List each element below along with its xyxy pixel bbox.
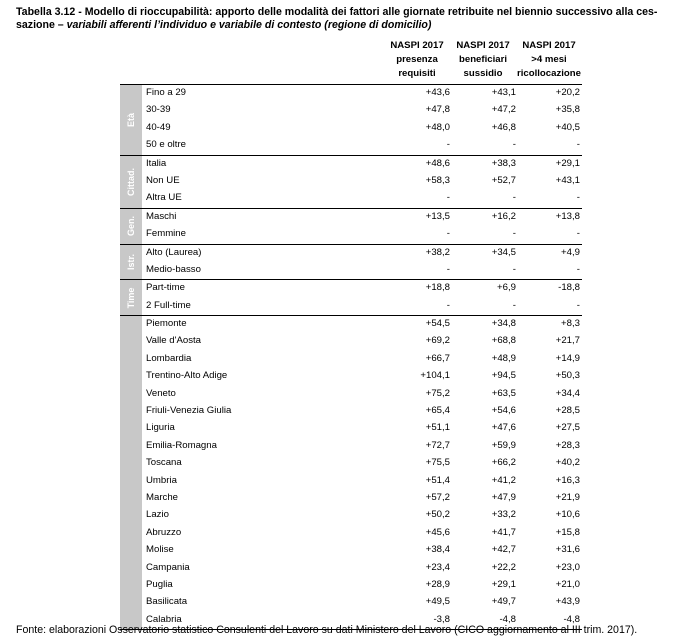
table-header [120, 39, 582, 85]
table-row [120, 316, 582, 333]
cell-value: +54,5 [425, 318, 450, 330]
cell-value: - [446, 139, 450, 151]
row-label: Puglia [146, 578, 173, 590]
cell-value: +16,3 [555, 474, 580, 486]
cell-value: +46,8 [491, 121, 516, 133]
cell-value: +43,9 [555, 596, 580, 608]
table-row [120, 120, 582, 137]
cell-value: +40,5 [555, 121, 580, 133]
row-label: Femmine [146, 228, 186, 240]
cell-value: +28,5 [555, 405, 580, 417]
cell-value: +66,7 [425, 352, 450, 364]
row-label: Veneto [146, 387, 176, 399]
row-label: Maschi [146, 210, 177, 222]
cell-value: +69,2 [425, 335, 450, 347]
cell-value: +16,2 [491, 210, 516, 222]
cell-value: +43,1 [555, 174, 580, 186]
cell-value: +58,3 [425, 174, 450, 186]
row-label: 30-39 [146, 104, 171, 116]
cell-value: +38,2 [425, 246, 450, 258]
row-label: 40-49 [146, 121, 171, 133]
table-row [120, 386, 582, 403]
cell-value: +4,9 [561, 246, 580, 258]
cell-value: +45,6 [425, 526, 450, 538]
row-label: Italia [146, 157, 167, 169]
cell-value: - [512, 139, 516, 151]
cell-value: +43,6 [425, 87, 450, 98]
table-body [120, 85, 582, 630]
cell-value: +21,0 [555, 578, 580, 590]
cell-value: +41,7 [491, 526, 516, 538]
cell-value: +43,1 [491, 87, 516, 98]
table-row [120, 156, 582, 173]
row-label: Umbria [146, 474, 177, 486]
row-label: Medio-basso [146, 263, 201, 275]
cell-value: - [576, 192, 580, 204]
cell-value: +34,5 [491, 246, 516, 258]
table-row [120, 209, 582, 226]
cell-value: - [446, 228, 450, 240]
cell-value: - [512, 263, 516, 275]
cell-value: +66,2 [491, 457, 516, 469]
table-row [120, 333, 582, 350]
cell-value: +28,9 [425, 578, 450, 590]
cell-value: +54,6 [491, 405, 516, 417]
cell-value: +51,4 [425, 474, 450, 486]
row-label: Molise [146, 544, 174, 556]
row-label: 2 Full-time [146, 299, 191, 311]
caption-subtitle: variabili afferenti l’individuo e variabile di contesto (regione di domicilio) [66, 19, 432, 31]
table-row [120, 351, 582, 368]
column-header-beneficiari-sussidio: NASPI 2017 beneficiari sussidio [456, 40, 510, 79]
cell-value: +72,7 [425, 439, 450, 451]
cell-value: +33,2 [491, 509, 516, 521]
row-label: Fino a 29 [146, 87, 187, 98]
cell-value: +49,7 [491, 596, 516, 608]
cell-value: +50,2 [425, 509, 450, 521]
table-row [120, 490, 582, 507]
cell-value: +94,5 [491, 370, 516, 382]
cell-value: +40,2 [555, 457, 580, 469]
row-label: Abruzzo [146, 526, 182, 538]
cell-value: -3,8 [433, 613, 450, 625]
cell-value: +52,7 [491, 174, 516, 186]
cell-value: +21,9 [555, 491, 580, 503]
table-row [120, 403, 582, 420]
cell-value: - [512, 299, 516, 311]
cell-value: +48,9 [491, 352, 516, 364]
cell-value: +31,6 [555, 544, 580, 556]
cell-value: +21,7 [555, 335, 580, 347]
group-label: Gen. [126, 216, 136, 237]
cell-value: - [576, 299, 580, 311]
table-row [120, 85, 582, 102]
table-row [120, 560, 582, 577]
cell-value: +18,8 [425, 282, 450, 294]
cell-value: +15,8 [555, 526, 580, 538]
cell-value: +23,0 [555, 561, 580, 573]
source-note: Fonte: elaborazioni Osservatorio statistico Consulenti del Lavoro su dati Ministero del Lavoro (CICO aggiornamento al III trim. 2017). [16, 624, 638, 636]
table-row [120, 137, 582, 154]
cell-value: +29,1 [491, 578, 516, 590]
table-row [120, 438, 582, 455]
cell-value: +35,8 [555, 104, 580, 116]
table-caption [16, 6, 671, 32]
cell-value: +28,3 [555, 439, 580, 451]
row-label: Marche [146, 491, 178, 503]
cell-value: +75,2 [425, 387, 450, 399]
cell-value: +10,6 [555, 509, 580, 521]
table-row [120, 102, 582, 119]
cell-value: +104,1 [420, 370, 450, 382]
row-label: Piemonte [146, 318, 187, 330]
table-row [120, 368, 582, 385]
cell-value: +38,4 [425, 544, 450, 556]
cell-value: - [576, 139, 580, 151]
data-table [120, 39, 582, 630]
cell-value: +65,4 [425, 405, 450, 417]
table-row [120, 507, 582, 524]
group-label: Età [126, 112, 136, 127]
cell-value: +34,4 [555, 387, 580, 399]
cell-value: +47,8 [425, 104, 450, 116]
cell-value: +75,5 [425, 457, 450, 469]
row-label: Trentino-Alto Adige [146, 370, 228, 382]
row-label: Lombardia [146, 352, 192, 364]
group-label: Time [126, 287, 136, 309]
cell-value: +14,9 [555, 352, 580, 364]
cell-value: +59,9 [491, 439, 516, 451]
table-row [120, 280, 582, 297]
cell-value: +42,7 [491, 544, 516, 556]
row-group [120, 245, 582, 281]
table-row [120, 594, 582, 611]
column-header-ricollocazione: NASPI 2017 >4 mesi ricollocazione [517, 40, 581, 79]
cell-value: +49,5 [425, 596, 450, 608]
row-group [120, 156, 582, 209]
cell-value: - [446, 299, 450, 311]
row-label: Lazio [146, 509, 169, 521]
cell-value: +22,2 [491, 561, 516, 573]
table-row [120, 173, 582, 190]
row-group [120, 316, 582, 630]
row-label: Toscana [146, 457, 182, 469]
cell-value: - [446, 263, 450, 275]
table-row [120, 226, 582, 243]
cell-value: -18,8 [558, 282, 580, 294]
cell-value: - [446, 192, 450, 204]
cell-value: +38,3 [491, 157, 516, 169]
row-label: Non UE [146, 174, 180, 186]
row-label: Part-time [146, 282, 185, 294]
cell-value: -4,8 [563, 613, 580, 625]
cell-value: +34,8 [491, 318, 516, 330]
cell-value: +13,5 [425, 210, 450, 222]
cell-value: +41,2 [491, 474, 516, 486]
cell-value: +6,9 [497, 282, 516, 294]
table-row [120, 245, 582, 262]
row-group [120, 280, 582, 316]
row-label: Altra UE [146, 192, 182, 204]
row-label: Basilicata [146, 596, 188, 608]
row-label: Liguria [146, 422, 175, 434]
cell-value: - [512, 228, 516, 240]
cell-value: - [512, 192, 516, 204]
row-label: 50 e oltre [146, 139, 187, 151]
table-row [120, 262, 582, 279]
table-row [120, 190, 582, 207]
cell-value: +13,8 [555, 210, 580, 222]
cell-value: - [576, 263, 580, 275]
row-group [120, 209, 582, 245]
cell-value: +50,3 [555, 370, 580, 382]
row-label: Friuli-Venezia Giulia [146, 405, 232, 417]
row-label: Valle d'Aosta [146, 335, 201, 347]
table-row [120, 542, 582, 559]
table-row [120, 577, 582, 594]
table-row [120, 455, 582, 472]
cell-value: +68,8 [491, 335, 516, 347]
cell-value: +51,1 [425, 422, 450, 434]
cell-value: +57,2 [425, 491, 450, 503]
group-label: Cittad. [126, 167, 136, 196]
row-group [120, 85, 582, 156]
cell-value: +48,0 [425, 121, 450, 133]
cell-value: +29,1 [555, 157, 580, 169]
table-row [120, 473, 582, 490]
cell-value: +20,2 [555, 87, 580, 98]
cell-value: +63,5 [491, 387, 516, 399]
row-label: Alto (Laurea) [146, 246, 202, 258]
cell-value: +23,4 [425, 561, 450, 573]
cell-value: - [576, 228, 580, 240]
table-row [120, 525, 582, 542]
row-label: Campania [146, 561, 190, 573]
cell-value: +47,9 [491, 491, 516, 503]
cell-value: +47,6 [491, 422, 516, 434]
cell-value: +47,2 [491, 104, 516, 116]
caption-title: Tabella 3.12 - Modello di rioccupabilità: apporto delle modalità dei fattori alle giornate retribuite nel biennio successivo alla ces-sazione – [16, 6, 658, 31]
cell-value: +27,5 [555, 422, 580, 434]
cell-value: +8,3 [561, 318, 580, 330]
row-label: Emilia-Romagna [146, 439, 217, 451]
cell-value: -4,8 [499, 613, 516, 625]
cell-value: +48,6 [425, 157, 450, 169]
table-row [120, 298, 582, 315]
row-label: Calabria [146, 613, 182, 625]
group-label: Istr. [126, 253, 136, 270]
table-row [120, 420, 582, 437]
column-header-presenza-requisiti: NASPI 2017 presenza requisiti [390, 40, 444, 79]
